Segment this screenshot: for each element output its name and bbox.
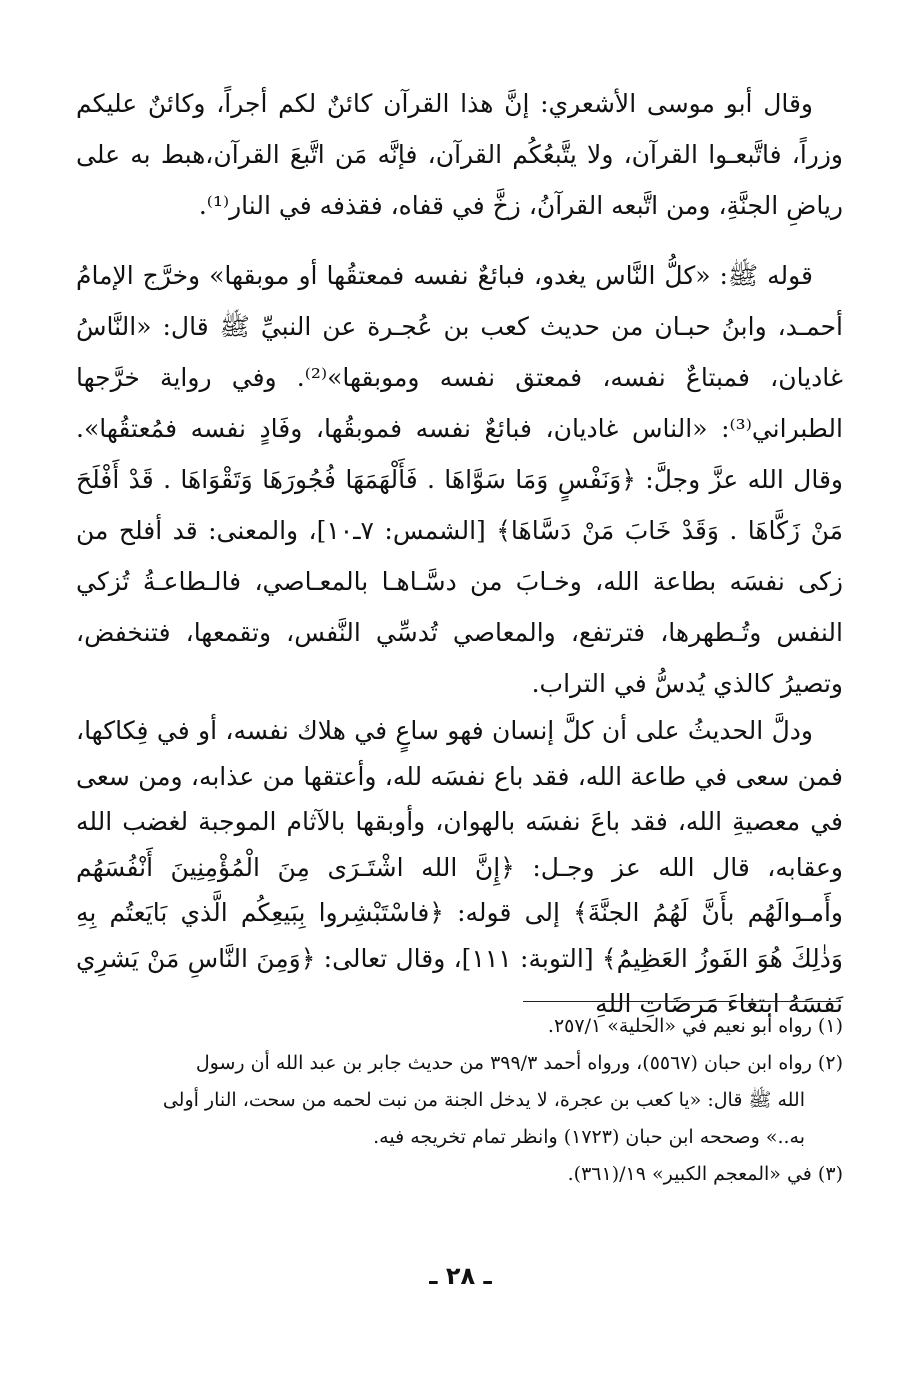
footnote-2: (٢) رواه ابن حبان (٥٥٦٧)، ورواه أحمد ٣٩٩/٣ من حديث جابر بن عبد الله أن رسول: [195, 1052, 843, 1074]
paragraph-text: ودلَّ الحديثُ على أن كلَّ إنسان فهو ساعٍ في هلاك نفسه، أو في فِكاكها، فمن سعى في طاعة الله، فقد باع نفسَه لله، وأعتقها من عذابه، ومن سعى في معصيةِ الله، فقد باعَ نفسَه بالهوان، وأوبقها بالآثام الموجبة لغضب الله وعقابه، قال الله عز وجـل: ﴿إِنَّ الله اشْتَـرَى مِنَ الْمُؤْمِنِينَ أَنْفُسَهُم وأَمـوالَهُم بأَنَّ لَهُمُ الجنَّةَ﴾ إلى قوله: ﴿فاسْتَبْشِروا بِبَيعِكُم الَّذي بَايَعتُم بِهِ وَذٰلِكَ هُوَ الفَوزُ العَظِيمُ﴾ [التوبة: ١١١]، وقال تعالى: ﴿وَمِنَ النَّاسِ مَنْ يَشرِي نَفسَهُ ابتغاءَ مَرضَاتِ اللهِ: [76, 716, 843, 1018]
footnote-2-continued: الله ﷺ قال: «يا كعب بن عجرة، لا يدخل الجنة من نبت لحمه من سحت، النار أولى: [162, 1089, 805, 1111]
footnotes: [76, 1008, 843, 1193]
paragraph-hadith-commentary: [76, 250, 843, 709]
paragraph-abu-musa: [76, 78, 843, 231]
footnote-3: (٣) في «المعجم الكبير» ١٩/(٣٦١).: [567, 1163, 843, 1185]
page-number: ـ ٢٨ ـ: [429, 1262, 492, 1290]
footnote-separator: [523, 1001, 841, 1003]
footnote-1: (١) رواه أبو نعيم في «الحلية» ٢٥٧/١.: [547, 1015, 843, 1037]
footnote-2-end: به..» وصححه ابن حبان (١٧٢٣) وانظر تمام تخريجه فيه.: [373, 1126, 805, 1148]
paragraph-text: قوله ﷺ: «كلُّ النَّاس يغدو، فبائعٌ نفسه فمعتقُها أو موبقها» وخرَّج الإمامُ أحمـد، وابنُ حبـان من حديث كعب بن عُجـرة عن النبيِّ ﷺ قال: «النَّاسُ غاديان، فمبتاعٌ نفسه، فمعتق نفسه وموبقها»⁽²⁾. وفي رواية خرَّجها الطبراني⁽³⁾: «الناس غاديان، فبائعٌ نفسه فموبقُها، وفَادٍ نفسه فمُعتقُها». وقال الله عزَّ وجلَّ: ﴿وَنَفْسٍ وَمَا سَوَّاهَا . فَأَلْهَمَهَا فُجُورَهَا وَتَقْوَاهَا . قَدْ أَفْلَحَ مَنْ زَكَّاهَا . وَقَدْ خَابَ مَنْ دَسَّاهَا﴾ [الشمس: ٧ـ١٠]، والمعنى: قد أفلح من زكى نفسَه بطاعة الله، وخـابَ من دسَّـاهـا بالمعـاصي، فالـطاعـةُ تُزكي النفس وتُـطهرها، فترتفع، والمعاصي تُدسِّي النَّفس، وتقمعها، فتنخفض، وتصيرُ كالذي يُدسُّ في التراب.: [76, 261, 843, 698]
paragraph-text: وقال أبو موسى الأشعري: إنَّ هذا القرآن كائنٌ لكم أجراً، وكائنٌ عليكم وزراً، فاتَّبعـوا القرآن، ولا يتَّبعُكُم القرآن، فإنَّه مَن اتَّبعَ القرآن،هبط به على رياضِ الجنَّةِ، ومن اتَّبعه القرآنُ، زخَّ في قفاه، فقذفه في النار⁽¹⁾.: [76, 89, 843, 220]
paragraph-hadith-meaning: [76, 708, 843, 1027]
